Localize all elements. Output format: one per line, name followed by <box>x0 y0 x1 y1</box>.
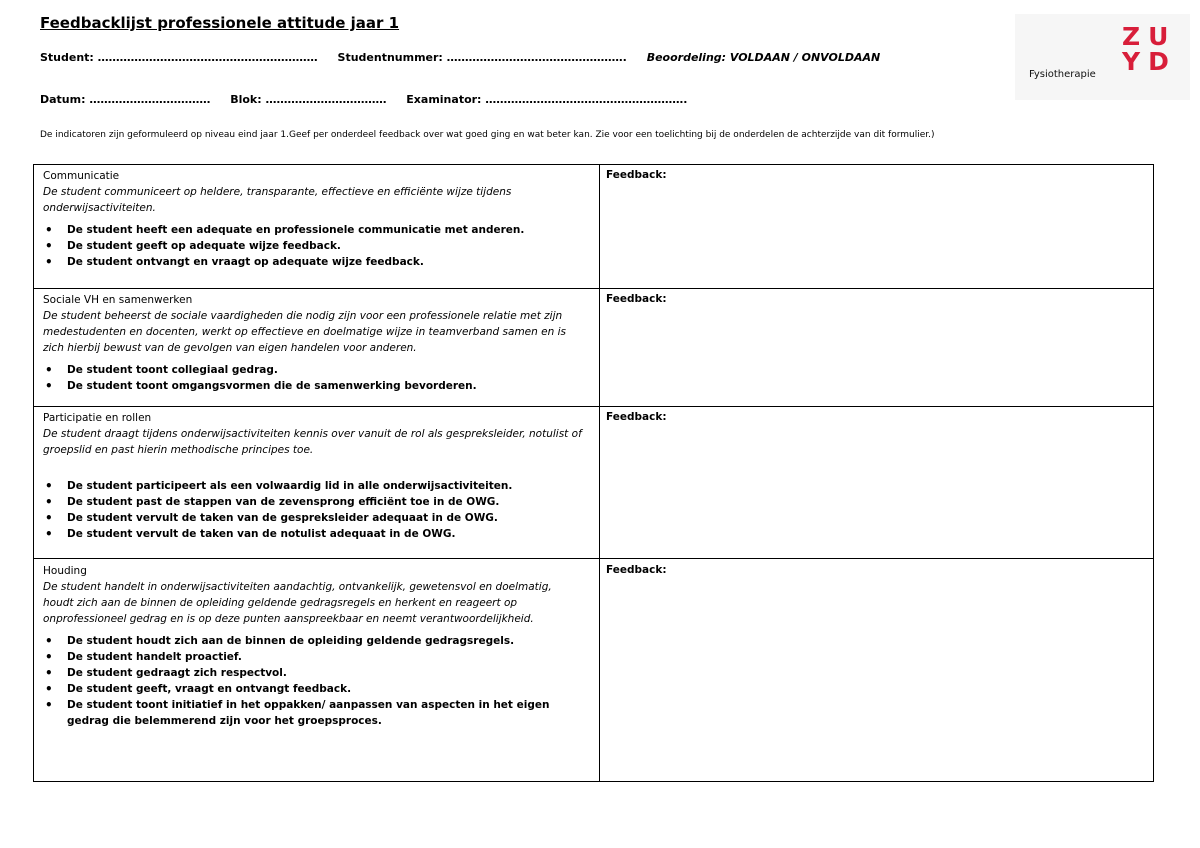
section-name: Participatie en rollen <box>43 412 152 424</box>
row-divider <box>34 406 1153 407</box>
indicator-item: • De student toont collegiaal gedrag. <box>43 362 583 378</box>
indicator-item: • De student ontvangt en vraagt op adequate wijze feedback. <box>43 254 583 270</box>
feedback-table <box>33 164 1154 782</box>
indicator-list <box>43 222 583 270</box>
examinator-field: Examinator: ………………………………………………. <box>406 93 688 106</box>
section-communicatie <box>43 168 583 270</box>
indicator-list <box>43 362 583 394</box>
section-description: De student beheerst de sociale vaardigheden die nodig zijn voor een professionele relatie met zijn medestudenten en docenten, werkt op effectieve en doelmatige wijze in teamverband samen en is zich hierbij bewust van de gevolgen van eigen handelen voor anderen. <box>43 310 566 354</box>
indicator-item: • De student handelt proactief. <box>43 649 583 665</box>
indicator-item: • De student gedraagt zich respectvol. <box>43 665 583 681</box>
indicator-item: • De student heeft een adequate en professionele communicatie met anderen. <box>43 222 583 238</box>
feedback-label: Feedback: <box>606 293 667 305</box>
section-participatie <box>43 410 583 542</box>
indicator-item: • De student vervult de taken van de notulist adequaat in de OWG. <box>43 526 583 542</box>
section-name: Communicatie <box>43 170 120 182</box>
datum-field: Datum: …………………………… <box>40 93 211 106</box>
section-description: De student draagt tijdens onderwijsactiviteiten kennis over vanuit de rol als gespreksleider, notulist of groepslid en past hierin methodische principes toe. <box>43 428 582 456</box>
indicator-item: • De student geeft op adequate wijze feedback. <box>43 238 583 254</box>
feedback-label: Feedback: <box>606 564 667 576</box>
logo-text: Fysiotherapie <box>1029 69 1096 80</box>
meta-row-student <box>40 51 896 64</box>
blok-field: Blok: …………………………… <box>230 93 387 106</box>
indicator-item: • De student geeft, vraagt en ontvangt feedback. <box>43 681 583 697</box>
indicator-item: • De student vervult de taken van de gespreksleider adequaat in de OWG. <box>43 510 583 526</box>
indicator-list <box>43 633 583 729</box>
meta-row-datum <box>40 93 703 106</box>
intro-text: De indicatoren zijn geformuleerd op niveau eind jaar 1.Geef per onderdeel feedback over wat goed ging en wat beter kan. Zie voor een toelichting bij de onderdelen de achterzijde van dit formulier.) <box>40 130 935 140</box>
section-houding <box>43 563 583 729</box>
section-description: De student communiceert op heldere, transparante, effectieve en efficiënte wijze tijdens onderwijsactiviteiten. <box>43 186 512 214</box>
zuyd-logo <box>1015 14 1190 100</box>
indicator-item: • De student toont omgangsvormen die de samenwerking bevorderen. <box>43 378 583 394</box>
student-field: Student: …………………………………………………… <box>40 51 318 64</box>
section-sociale-vh <box>43 292 583 394</box>
column-divider <box>599 165 600 781</box>
section-name: Houding <box>43 565 87 577</box>
page-title: Feedbacklijst professionele attitude jaar 1 <box>40 14 400 32</box>
indicator-item: • De student toont initiatief in het oppakken/ aanpassen van aspecten in het eigen gedrag die belemmerend zijn voor het groepsproces. <box>43 697 583 729</box>
logo-mark: ZU YD <box>1122 22 1177 76</box>
studentnummer-field: Studentnummer: …………………………………………. <box>337 51 627 64</box>
beoordeling-field: Beoordeling: VOLDAAN / ONVOLDAAN <box>646 51 881 64</box>
row-divider <box>34 558 1153 559</box>
section-name: Sociale VH en samenwerken <box>43 294 193 306</box>
indicator-item: • De student past de stappen van de zevensprong efficiënt toe in de OWG. <box>43 494 583 510</box>
indicator-item: • De student participeert als een volwaardig lid in alle onderwijsactiviteiten. <box>43 478 583 494</box>
indicator-item: • De student houdt zich aan de binnen de opleiding geldende gedragsregels. <box>43 633 583 649</box>
section-description: De student handelt in onderwijsactiviteiten aandachtig, ontvankelijk, gewetensvol en doelmatig, houdt zich aan de binnen de opleiding geldende gedragsregels en herkent en reageert op onprofessioneel gedrag en is op deze punten aanspreekbaar en neemt verantwoordelijkheid. <box>43 581 552 625</box>
indicator-list <box>43 478 583 542</box>
feedback-label: Feedback: <box>606 411 667 423</box>
feedback-label: Feedback: <box>606 169 667 181</box>
row-divider <box>34 288 1153 289</box>
